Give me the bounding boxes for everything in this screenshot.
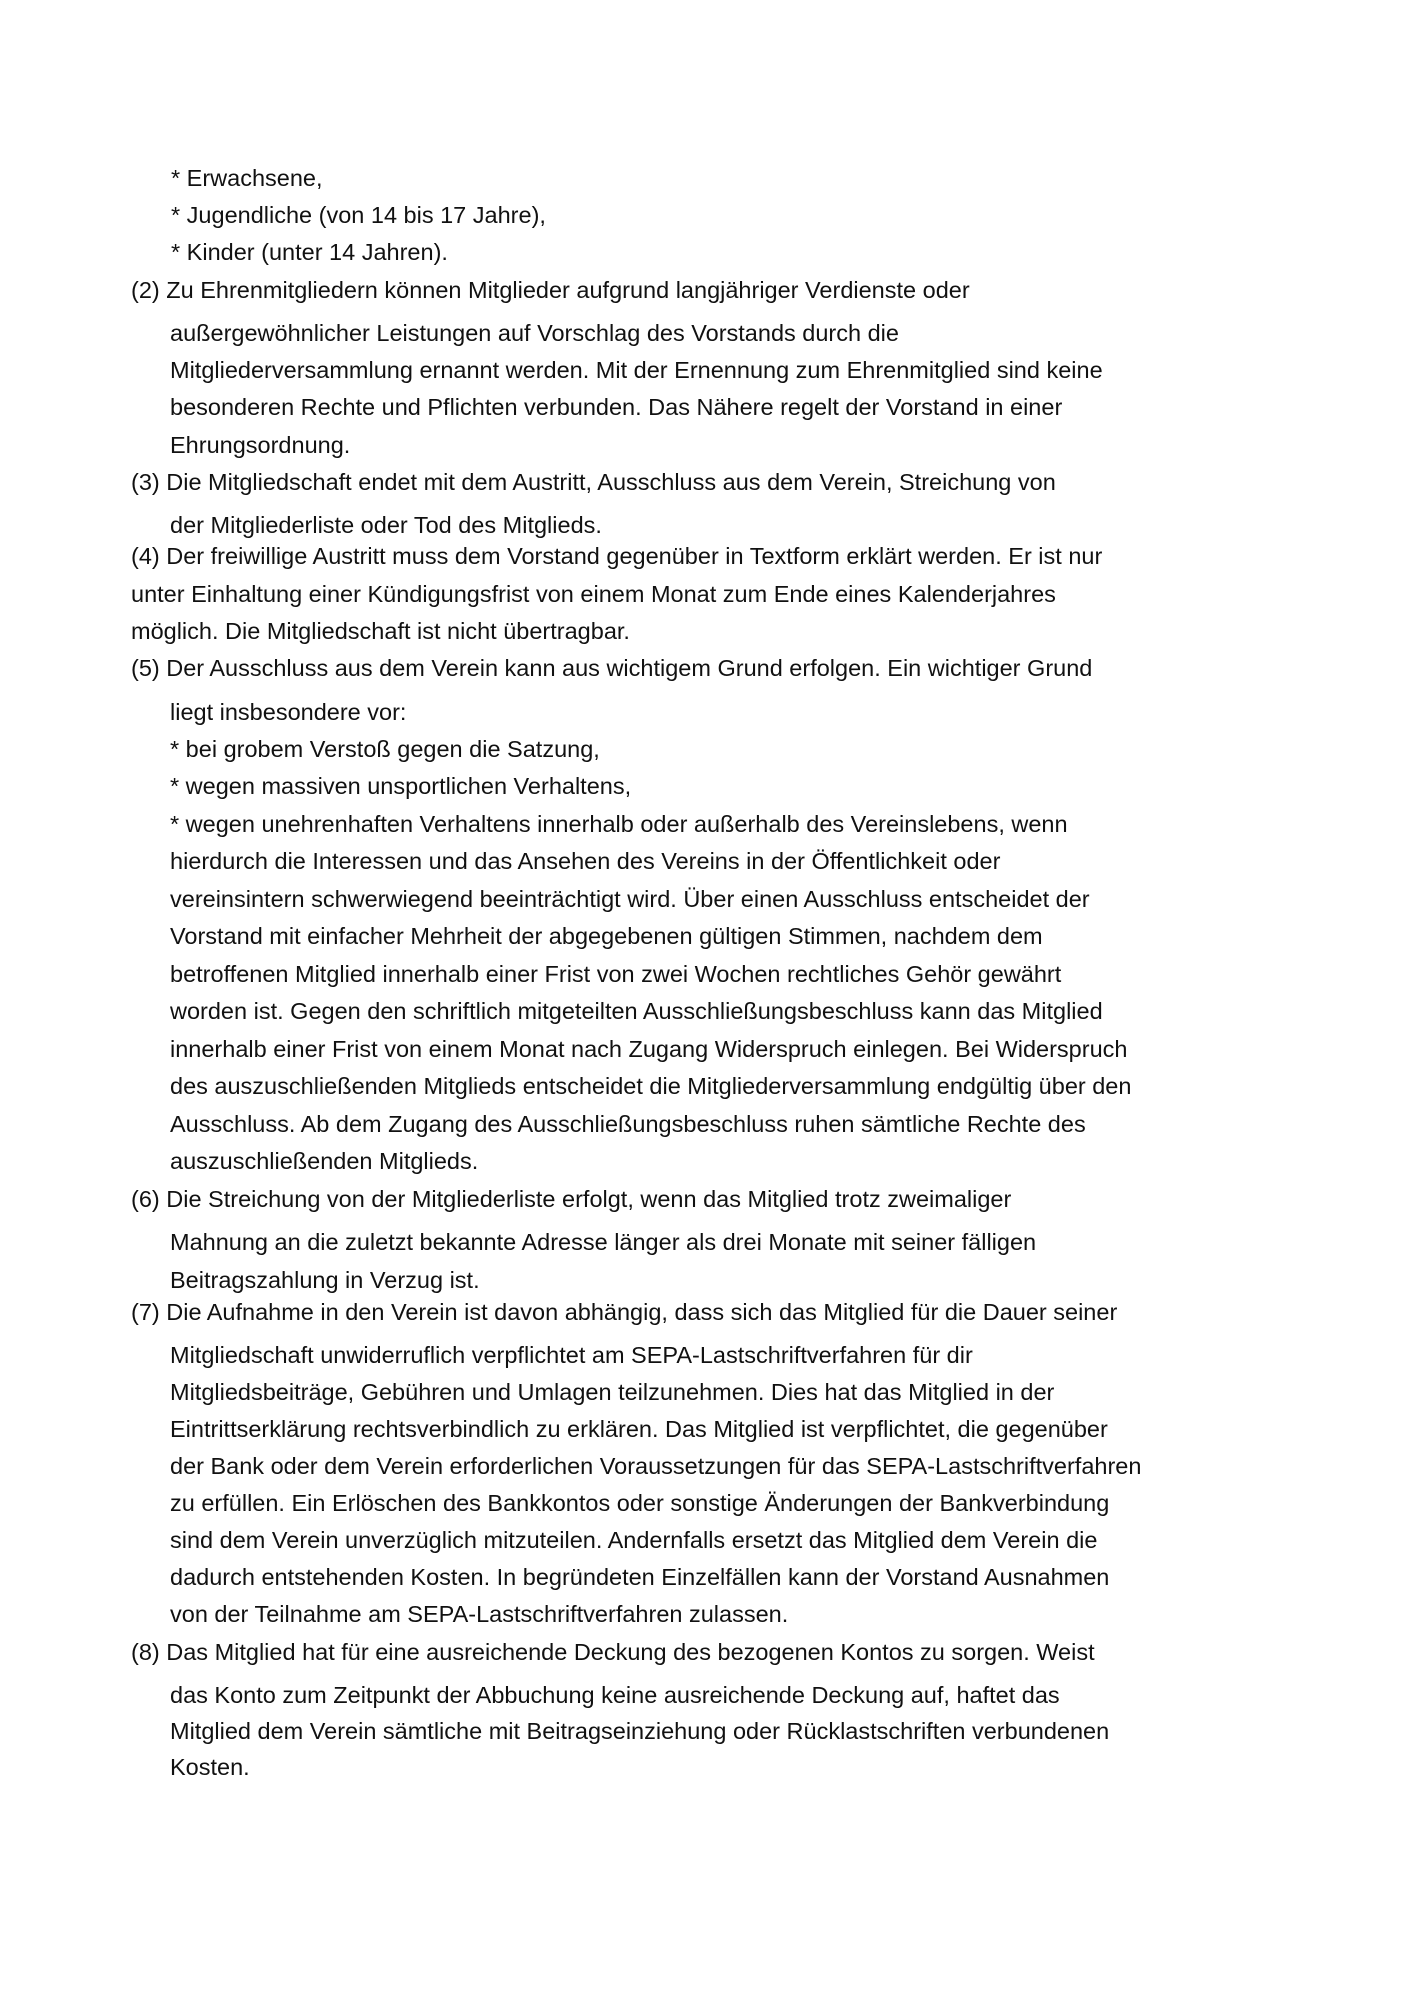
text-line: Beitragszahlung in Verzug ist. bbox=[170, 1267, 480, 1293]
text-line: Ehrungsordnung. bbox=[170, 432, 351, 458]
text-line: Kosten. bbox=[170, 1754, 250, 1780]
text-line: des auszuschließenden Mitglieds entscheidet die Mitgliederversammlung endgültig über den bbox=[170, 1073, 1132, 1099]
text-line: Vorstand mit einfacher Mehrheit der abgegebenen gültigen Stimmen, nachdem dem bbox=[170, 923, 1043, 949]
text-line: besonderen Rechte und Pflichten verbunden. Das Nähere regelt der Vorstand in einer bbox=[170, 394, 1063, 420]
text-line: dadurch entstehenden Kosten. In begründeten Einzelfällen kann der Vorstand Ausnahmen bbox=[170, 1564, 1110, 1590]
text-line: Ausschluss. Ab dem Zugang des Ausschließungsbeschluss ruhen sämtliche Rechte des bbox=[170, 1111, 1086, 1137]
text-line: Eintrittserklärung rechtsverbindlich zu erklären. Das Mitglied ist verpflichtet, die gegenüber bbox=[170, 1416, 1108, 1442]
list-item: * Kinder (unter 14 Jahren). bbox=[171, 239, 448, 265]
text-line: (2) Zu Ehrenmitgliedern können Mitglieder aufgrund langjähriger Verdienste oder bbox=[131, 277, 970, 303]
text-line: zu erfüllen. Ein Erlöschen des Bankkontos oder sonstige Änderungen der Bankverbindung bbox=[170, 1490, 1110, 1516]
list-item: * Jugendliche (von 14 bis 17 Jahre), bbox=[171, 202, 546, 228]
text-line: hierdurch die Interessen und das Ansehen des Vereins in der Öffentlichkeit oder bbox=[170, 848, 1001, 874]
list-item: * Erwachsene, bbox=[171, 165, 323, 191]
text-line: innerhalb einer Frist von einem Monat nach Zugang Widerspruch einlegen. Bei Widerspruch bbox=[170, 1036, 1128, 1062]
text-line: möglich. Die Mitgliedschaft ist nicht übertragbar. bbox=[131, 618, 630, 644]
list-item: * bei grobem Verstoß gegen die Satzung, bbox=[170, 736, 600, 762]
text-line: Mitgliedschaft unwiderruflich verpflichtet am SEPA-Lastschriftverfahren für dir bbox=[170, 1342, 973, 1368]
text-line: auszuschließenden Mitglieds. bbox=[170, 1148, 479, 1174]
text-line: Mahnung an die zuletzt bekannte Adresse länger als drei Monate mit seiner fälligen bbox=[170, 1229, 1037, 1255]
list-item: * wegen unehrenhaften Verhaltens innerhalb oder außerhalb des Vereinslebens, wenn bbox=[170, 811, 1068, 837]
text-line: betroffenen Mitglied innerhalb einer Frist von zwei Wochen rechtliches Gehör gewährt bbox=[170, 961, 1062, 987]
list-item: * wegen massiven unsportlichen Verhaltens, bbox=[170, 773, 632, 799]
text-line: (7) Die Aufnahme in den Verein ist davon abhängig, dass sich das Mitglied für die Dauer seiner bbox=[131, 1299, 1118, 1325]
text-line: unter Einhaltung einer Kündigungsfrist von einem Monat zum Ende eines Kalenderjahres bbox=[131, 581, 1056, 607]
text-line: der Bank oder dem Verein erforderlichen Voraussetzungen für das SEPA-Lastschriftverfahren bbox=[170, 1453, 1142, 1479]
text-line: (4) Der freiwillige Austritt muss dem Vorstand gegenüber in Textform erklärt werden. Er ist nur bbox=[131, 543, 1103, 569]
text-line: Mitgliedsbeiträge, Gebühren und Umlagen teilzunehmen. Dies hat das Mitglied in der bbox=[170, 1379, 1055, 1405]
text-line: (5) Der Ausschluss aus dem Verein kann aus wichtigem Grund erfolgen. Ein wichtiger Grund bbox=[131, 655, 1093, 681]
text-line: worden ist. Gegen den schriftlich mitgeteilten Ausschließungsbeschluss kann das Mitglied bbox=[170, 998, 1103, 1024]
text-line: der Mitgliederliste oder Tod des Mitglieds. bbox=[170, 512, 602, 538]
text-line: von der Teilnahme am SEPA-Lastschriftverfahren zulassen. bbox=[170, 1601, 789, 1627]
text-line: das Konto zum Zeitpunkt der Abbuchung keine ausreichende Deckung auf, haftet das bbox=[170, 1682, 1060, 1708]
text-line: Mitgliederversammlung ernannt werden. Mit der Ernennung zum Ehrenmitglied sind keine bbox=[170, 357, 1103, 383]
text-line: vereinsintern schwerwiegend beeinträchtigt wird. Über einen Ausschluss entscheidet der bbox=[170, 886, 1090, 912]
text-line: sind dem Verein unverzüglich mitzuteilen. Andernfalls ersetzt das Mitglied dem Verein die bbox=[170, 1527, 1098, 1553]
text-line: (6) Die Streichung von der Mitgliederliste erfolgt, wenn das Mitglied trotz zweimaliger bbox=[131, 1186, 1012, 1212]
text-line: (8) Das Mitglied hat für eine ausreichende Deckung des bezogenen Kontos zu sorgen. Weist bbox=[131, 1639, 1095, 1665]
text-line: (3) Die Mitgliedschaft endet mit dem Austritt, Ausschluss aus dem Verein, Streichung von bbox=[131, 469, 1056, 495]
text-line: liegt insbesondere vor: bbox=[170, 699, 407, 725]
text-line: Mitglied dem Verein sämtliche mit Beitragseinziehung oder Rücklastschriften verbundenen bbox=[170, 1718, 1110, 1744]
text-line: außergewöhnlicher Leistungen auf Vorschlag des Vorstands durch die bbox=[170, 320, 899, 346]
